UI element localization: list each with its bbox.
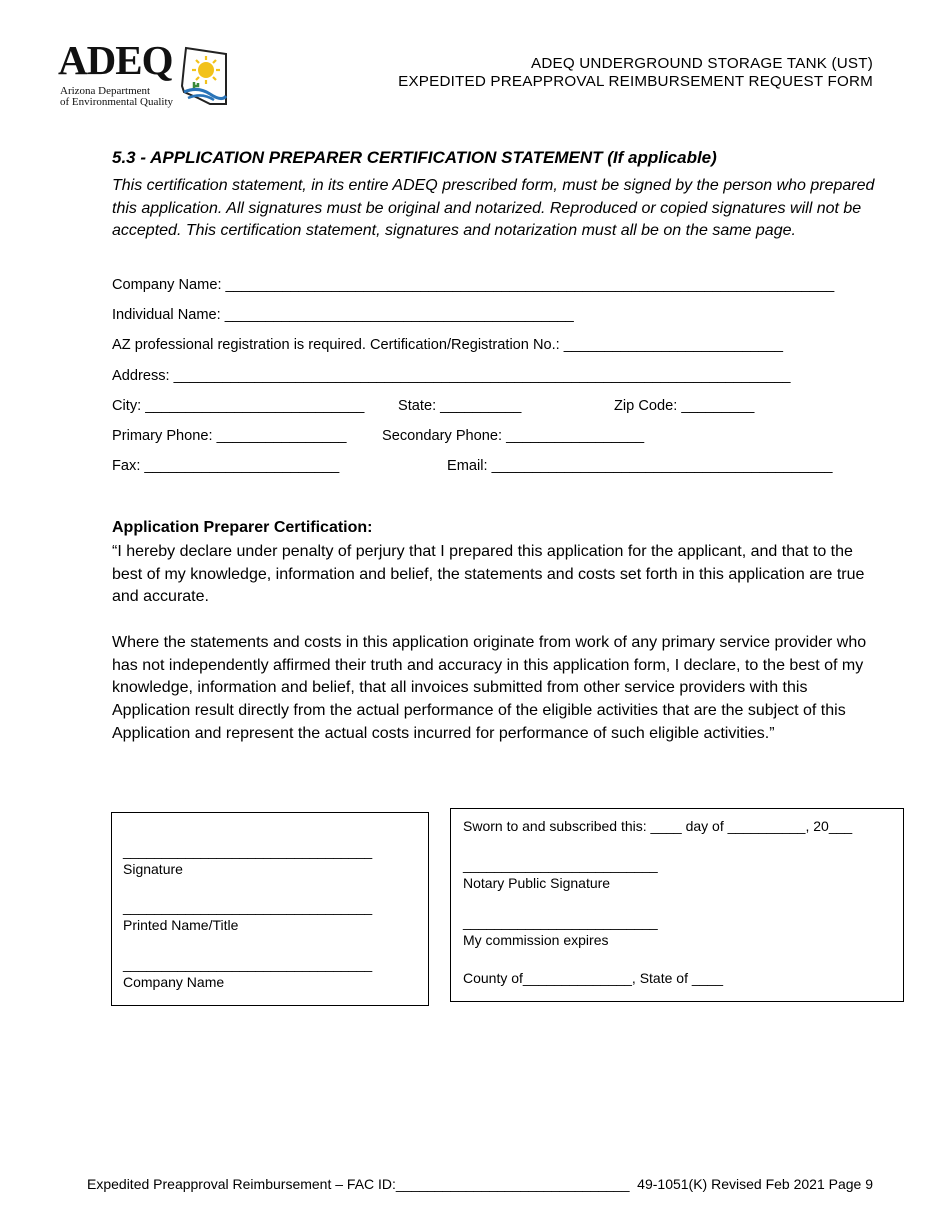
logo-line-2: of Environmental Quality bbox=[60, 96, 174, 108]
signature-line[interactable]: ________________________________ bbox=[123, 843, 373, 859]
footer-form-number: 49-1051(K) Revised Feb 2021 Page 9 bbox=[637, 1176, 873, 1192]
arizona-state-icon bbox=[174, 46, 230, 108]
address-field[interactable]: Address: ____________________________________________________________________________ bbox=[112, 368, 791, 384]
certification-heading: Application Preparer Certification: bbox=[112, 519, 373, 536]
header-title-line-2: EXPEDITED PREAPPROVAL REIMBURSEMENT REQUEST FORM bbox=[398, 73, 873, 90]
notary-signature-label: Notary Public Signature bbox=[463, 875, 611, 891]
logo-wordmark: ADEQ bbox=[58, 37, 173, 83]
section-title: 5.3 - APPLICATION PREPARER CERTIFICATION STATEMENT (If applicable) bbox=[112, 148, 717, 167]
notary-signature-line[interactable]: _________________________ bbox=[463, 857, 658, 873]
commission-expires-line[interactable]: _________________________ bbox=[463, 914, 658, 930]
zip-code-field[interactable]: Zip Code: _________ bbox=[614, 398, 755, 414]
primary-phone-field[interactable]: Primary Phone: ________________ bbox=[112, 428, 347, 444]
commission-expires-label: My commission expires bbox=[463, 932, 609, 948]
email-field[interactable]: Email: __________________________________________ bbox=[447, 458, 833, 474]
county-state-field[interactable]: County of______________, State of ____ bbox=[463, 970, 723, 986]
adeq-logo bbox=[56, 37, 232, 112]
individual-name-field[interactable]: Individual Name: ___________________________________________ bbox=[112, 307, 574, 323]
signature-label: Signature bbox=[123, 861, 183, 877]
company-name-line[interactable]: ________________________________ bbox=[123, 956, 373, 972]
sworn-statement-field[interactable]: Sworn to and subscribed this: ____ day of __________, 20___ bbox=[463, 818, 853, 834]
registration-number-field[interactable]: AZ professional registration is required. Certification/Registration No.: ___________________________ bbox=[112, 337, 783, 353]
printed-name-line[interactable]: ________________________________ bbox=[123, 899, 373, 915]
company-name-field[interactable]: Company Name: ___________________________________________________________________________ bbox=[112, 277, 835, 293]
logo-line-1: Arizona Department bbox=[60, 85, 151, 97]
header-title-line-1: ADEQ UNDERGROUND STORAGE TANK (UST) bbox=[531, 55, 873, 72]
city-field[interactable]: City: ___________________________ bbox=[112, 398, 365, 414]
company-name-label: Company Name bbox=[123, 974, 225, 990]
signature-box bbox=[111, 812, 429, 1006]
section-instructions: This certification statement, in its entire ADEQ prescribed form, must be signed by the person who prepared this application. All signatures must be original and notarized. Reproduced or copied signatures will not be accepted. This certification statement, signatures and notarization must all be on the same page. bbox=[112, 177, 875, 240]
declaration-paragraph-1: “I hereby declare under penalty of perjury that I prepared this application for the applicant, and that to the best of my knowledge, information and belief, the statements and costs set forth in this application are true and accurate. bbox=[112, 543, 865, 606]
notary-box bbox=[450, 808, 904, 1002]
fax-field[interactable]: Fax: ________________________ bbox=[112, 458, 340, 474]
state-field[interactable]: State: __________ bbox=[398, 398, 522, 414]
declaration-paragraph-2: Where the statements and costs in this application originate from work of any primary service provider who has not independently affirmed their truth and accuracy in this application form, I declare, to the best of my knowledge, information and belief, that all invoices submitted from other service providers with this Application result directly from the actual performance of the eligible activities that are the subject of this Application and represent the actual costs incurred for performance of such eligible activities.” bbox=[112, 634, 867, 742]
secondary-phone-field[interactable]: Secondary Phone: _________________ bbox=[382, 428, 645, 444]
printed-name-label: Printed Name/Title bbox=[123, 917, 239, 933]
footer-fac-id: Expedited Preapproval Reimbursement – FAC ID:______________________________ bbox=[87, 1176, 630, 1192]
